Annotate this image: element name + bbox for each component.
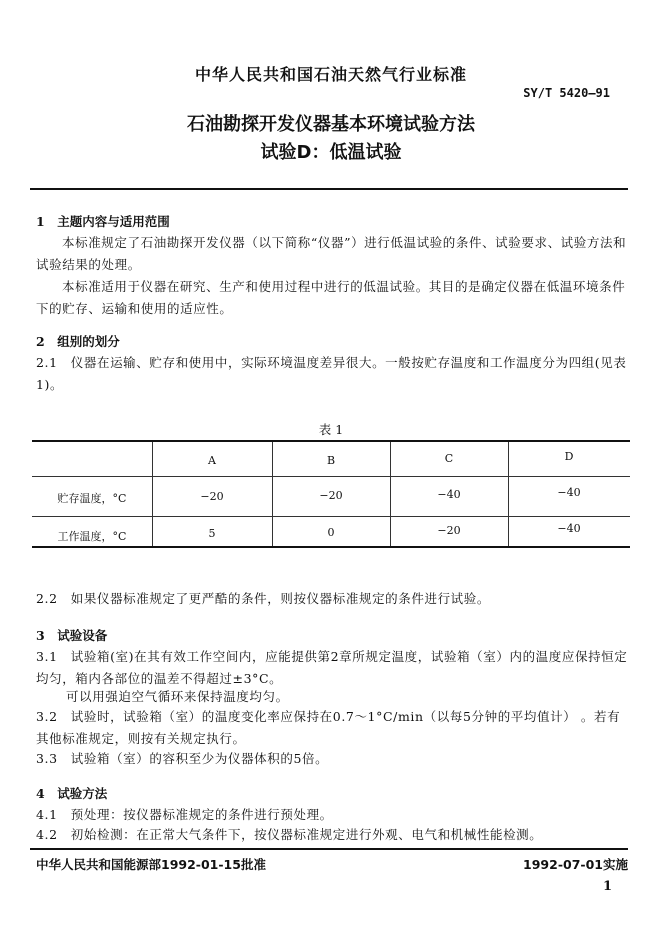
clause-2-1: 2.1 仪器在运输、贮存和使用中，实际环境温度差异很大。一般按贮存温度和工作温度分为四组(见表1)。 (36, 355, 627, 392)
footer-rule (30, 848, 628, 850)
clause-3-1-note: 可以用强迫空气循环来保持温度均匀。 (66, 689, 289, 704)
table-header-rule (32, 476, 630, 477)
table-cell: 5 (208, 527, 216, 540)
table-cell: 0 (327, 526, 335, 539)
clause-3-1: 3.1 试验箱(室)在其有效工作空间内，应能提供第2章所规定温度，试验箱（室）内的温度应保持恒定均匀，箱内各部位的温差不得超过±3°C。 (36, 649, 628, 686)
table-row-label: 工作温度，°C (57, 530, 127, 543)
section-1-paragraph-1: 本标准规定了石油勘探开发仪器（以下简称“仪器”）进行低温试验的条件、试验要求、试验方法和试验结果的处理。 (36, 235, 627, 272)
table-cell: −40 (557, 486, 581, 499)
standard-code: SY/T 5420—91 (523, 86, 610, 100)
table-column-header: D (564, 450, 574, 463)
table-caption: 表 1 (318, 422, 344, 437)
org-title: 中华人民共和国石油天然气行业标准 (194, 65, 467, 84)
section-1-heading: 1 主题内容与适用范围 (36, 214, 170, 229)
section-2-heading: 2 组别的划分 (36, 334, 120, 349)
clause-3-3: 3.3 试验箱（室）的容积至少为仪器体积的5倍。 (36, 751, 329, 766)
table-cell: −40 (437, 488, 461, 501)
approval-note: 中华人民共和国能源部1992-01-15批准 (36, 857, 266, 872)
table-cell: −20 (437, 524, 461, 537)
table-cell: −40 (557, 522, 581, 535)
header-rule (30, 188, 628, 190)
table-cell: −20 (200, 490, 224, 503)
document-title: 石油勘探开发仪器基本环境试验方法 (187, 114, 475, 135)
section-1-paragraph-2: 本标准适用于仪器在研究、生产和使用过程中进行的低温试验。其目的是确定仪器在低温环境条件下的贮存、运输和使用的适应性。 (36, 279, 626, 316)
table-top-rule (32, 440, 630, 442)
clause-4-2: 4.2 初始检测：在正常大气条件下，按仪器标准规定进行外观、电气和机械性能检测。 (36, 827, 543, 842)
section-4-heading: 4 试验方法 (36, 786, 108, 801)
clause-3-2: 3.2 试验时，试验箱（室）的温度变化率应保持在0.7～1°C/min（以每5分钟的平均值计） 。若有其他标准规定，则按有关规定执行。 (36, 709, 621, 746)
table-column-header: A (208, 454, 216, 467)
table-cell: −20 (319, 489, 343, 502)
table-bottom-rule (32, 546, 630, 548)
clause-2-2: 2.2 如果仪器标准规定了更严酷的条件，则按仪器标准规定的条件进行试验。 (36, 591, 490, 606)
table-column-header: B (326, 454, 336, 467)
table-column-header: C (444, 452, 454, 465)
page-number: 1 (602, 879, 612, 894)
section-3-heading: 3 试验设备 (36, 628, 108, 643)
table-row-rule (32, 516, 630, 517)
table-row-label: 贮存温度，°C (57, 492, 127, 505)
implementation-date: 1992-07-01实施 (523, 857, 628, 872)
document-subtitle: 试验D：低温试验 (260, 142, 402, 163)
clause-4-1: 4.1 预处理：按仪器标准规定的条件进行预处理。 (36, 807, 333, 822)
